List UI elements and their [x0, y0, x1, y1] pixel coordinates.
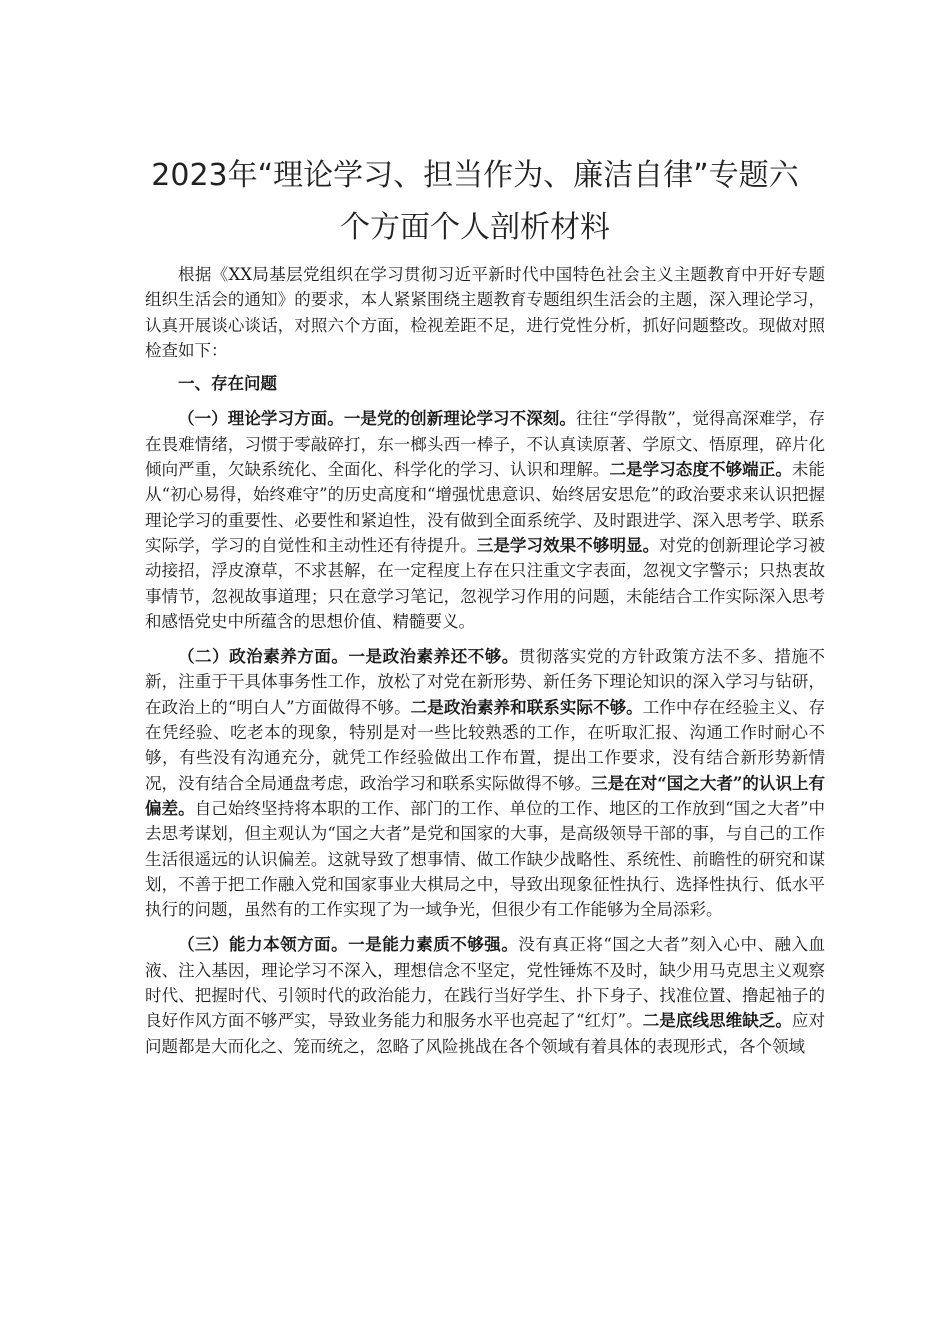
point-heading: 一是党的创新理论学习不深刻。	[343, 409, 576, 429]
point-heading: 一是能力素质不够强。	[348, 935, 519, 955]
point-text: 工作中存在经验主义、存在凭经验、吃老本的现象，特别是对一些比较熟悉的工作，在听取汇报、沟通工作时耐心不够，有些没有沟通充分，就凭工作经验做出工作布置，提出工作要求，没有结合新形势新情况，没有结合全局通盘考虑，政治学习和联系实际做得不够。	[145, 697, 826, 793]
intro-paragraph: 根据《XX局基层党组织在学习贯彻习近平新时代中国特色社会主义主题教育中开好专题组织生活会的通知》的要求，本人紧紧围绕主题教育专题组织生活会的主题，深入理论学习，认真开展谈心谈话，对照六个方面，检视差距不足，进行党性分析，抓好问题整改。现做对照检查如下：	[145, 265, 825, 360]
point-heading: 一是政治素养还不够。	[348, 647, 519, 667]
point-text: 未能从“初心易得，始终难守”的历史高度和“增强忧患意识、始终居安思危”的政治要求来认识把握理论学习的重要性、必要性和紧迫性，没有做到全面系统学、及时跟进学、深入思考学、联系实际学，学习的自觉性和主动性还有待提升。	[145, 460, 826, 555]
point-heading: 二是政治素养和联系实际不够。	[410, 697, 643, 717]
point-text: 自己始终坚持将本职的工作、部门的工作、单位的工作、地区的工作放到“国之大者”中去思考谋划，但主观认为“国之大者”是党和国家的大事，是高级领导干部的事，与自己的工作生活很遥远的认识偏差。这就导致了想事情、做工作缺少战略性、系统性、前瞻性的研究和谋划，不善于把工作融入党和国家事业大棋局之中，导致出现象征性执行、选择性执行、低水平执行的问题，虽然有的工作实现了为一域争光，但很少有工作能够为全局添彩。	[145, 798, 826, 920]
paragraph-political-literacy	[145, 644, 825, 922]
point-text: 往往“学得散”，觉得高深难学，存在畏难情绪，习惯于零敲碎打，东一榔头西一棒子，不认真读原著、学原文、悟原理，碎片化倾向严重，欠缺系统化、全面化、科学化的学习、认识和理解。	[145, 409, 826, 480]
subheading: （三）能力本领方面。	[178, 935, 349, 955]
point-text: 贯彻落实党的方针政策方法不多、措施不新，注重于干具体事务性工作，放松了对党在新形势、新任务下理论知识的深入学习与钻研，在政治上的“明白人”方面做得不够。	[145, 647, 826, 717]
paragraph-theory-study	[145, 406, 825, 634]
document-title	[120, 150, 830, 254]
point-heading: 三是在对“国之大者”的认识上有偏差。	[145, 773, 826, 818]
point-heading: 二是底线思维缺乏。	[642, 1011, 792, 1031]
subheading: （二）政治素养方面。	[178, 647, 349, 667]
document-body	[145, 262, 825, 1059]
paragraph-ability	[145, 932, 825, 1058]
section-heading: 一、存在问题	[178, 374, 277, 394]
subheading: （一）理论学习方面。	[178, 409, 344, 429]
point-text: 应对问题都是大而化之、笼而统之，忽略了风险挑战在各个领域有着具体的表现形式，各个领域	[145, 1011, 825, 1056]
point-heading: 二是学习态度不够端正。	[609, 460, 792, 480]
title-line-2: 个方面个人剖析材料	[340, 210, 610, 245]
title-line-1: 2023年“理论学习、担当作为、廉洁自律”专题六	[151, 158, 799, 193]
point-heading: 三是学习效果不够明显。	[476, 535, 660, 555]
point-text: 对党的创新理论学习被动接招，浮皮潦草，不求甚解，在一定程度上存在只注重文字表面，忽视文字警示；只热衷故事情节，忽视故事道理；只在意学习笔记，忽视学习作用的问题，未能结合工作实际深入思考和感悟党史中所蕴含的思想价值、精髓要义。	[145, 535, 826, 631]
point-text: 没有真正将“国之大者”刻入心中、融入血液、注入基因，理论学习不深入，理想信念不坚定，党性锤炼不及时，缺少用马克思主义观察时代、把握时代、引领时代的政治能力，在践行当好学生、扑下身子、找准位置、撸起袖子的良好作风方面不够严实，导致业务能力和服务水平也亮起了“红灯”。	[145, 935, 826, 1031]
